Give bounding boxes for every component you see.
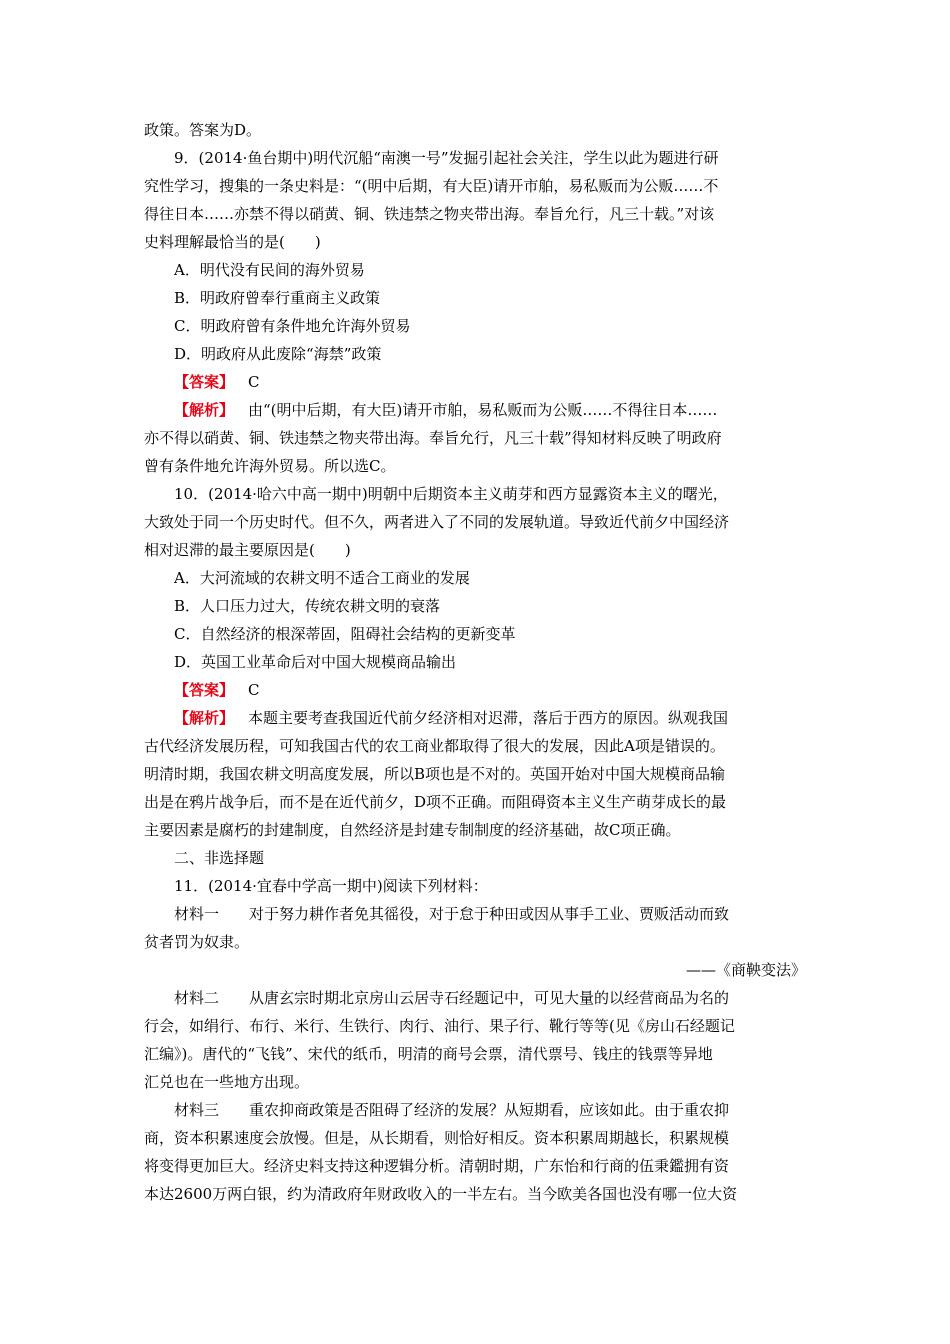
q9-analysis-line-1 bbox=[144, 396, 806, 424]
q10-stem-line-3: 相对迟滞的最主要原因是( ) bbox=[144, 541, 351, 559]
material-1-label: 材料一 bbox=[174, 905, 220, 923]
q11-stem: 11．(2014·宜春中学高一期中)阅读下列材料： bbox=[174, 877, 488, 895]
q11-material-2-line-2: 行会，如绢行、布行、米行、生铁行、肉行、油行、果子行、靴行等等(见《房山石经题记 bbox=[144, 1017, 735, 1035]
material-2-text: 从唐玄宗时期北京房山云居寺石经题记中，可见大量的以经营商品为名的 bbox=[249, 989, 730, 1007]
q11-material-3-line-1 bbox=[144, 1096, 806, 1124]
intro-line: 政策。答案为D。 bbox=[144, 121, 262, 139]
q9-stem-line-3: 得往日本……亦禁不得以硝黄、铜、铁违禁之物夹带出海。奉旨允行，凡三十载。”对该 bbox=[144, 205, 715, 223]
q10-answer-value: C bbox=[248, 681, 260, 699]
q10-option-b: B．人口压力过大，传统农耕文明的衰落 bbox=[174, 597, 441, 615]
q10-option-c: C．自然经济的根深蒂固，阻碍社会结构的更新变革 bbox=[174, 625, 516, 643]
q9-option-b: B．明政府曾奉行重商主义政策 bbox=[174, 289, 381, 307]
q11-material-2-line-3: 汇编》)。唐代的“飞钱”、宋代的纸币，明清的商号会票，清代票号、钱庄的钱票等异地 bbox=[144, 1045, 713, 1063]
section-heading: 二、非选择题 bbox=[174, 849, 265, 867]
q10-analysis-line-1 bbox=[144, 704, 806, 732]
question-9 bbox=[144, 144, 806, 480]
q11-material-1-line-2: 贫者罚为奴隶。 bbox=[144, 933, 250, 951]
q11-material-1-source: ——《商鞅变法》 bbox=[685, 961, 806, 979]
q10-option-d: D．英国工业革命后对中国大规模商品输出 bbox=[174, 653, 457, 671]
q9-answer-value: C bbox=[248, 373, 260, 391]
q9-option-d: D．明政府从此废除“海禁”政策 bbox=[174, 345, 382, 363]
q11-material-3-line-3: 将变得更加巨大。经济史料支持这种逻辑分析。清朝时期，广东怡和行商的伍秉鑑拥有资 bbox=[144, 1157, 730, 1175]
question-10 bbox=[144, 480, 806, 844]
q9-answer bbox=[144, 368, 806, 396]
q10-analysis-text: 本题主要考查我国近代前夕经济相对迟滞，落后于西方的原因。纵观我国 bbox=[248, 709, 729, 727]
q11-material-2-line-1 bbox=[144, 984, 806, 1012]
q10-stem-line-2: 大致处于同一个历史时代。但不久，两者进入了不同的发展轨道。导致近代前夕中国经济 bbox=[144, 513, 730, 531]
q11-material-2-line-4: 汇兑也在一些地方出现。 bbox=[144, 1073, 310, 1091]
material-2-label: 材料二 bbox=[174, 989, 220, 1007]
analysis-tag: 【解析】 bbox=[174, 401, 235, 419]
q9-option-a: A．明代没有民间的海外贸易 bbox=[174, 261, 365, 279]
q10-analysis-line-5: 主要因素是腐朽的封建制度，自然经济是封建专制制度的经济基础，故C项正确。 bbox=[144, 821, 681, 839]
q10-analysis-line-3: 明清时期，我国农耕文明高度发展，所以B项也是不对的。英国开始对中国大规模商品输 bbox=[144, 765, 726, 783]
q9-option-c: C．明政府曾有条件地允许海外贸易 bbox=[174, 317, 411, 335]
q9-stem-line-1: 9．(2014·鱼台期中)明代沉船“南澳一号”发掘引起社会关注，学生以此为题进行研 bbox=[174, 149, 719, 167]
q9-analysis-line-3: 曾有条件地允许海外贸易。所以选C。 bbox=[144, 457, 396, 475]
material-1-text: 对于努力耕作者免其徭役，对于怠于种田或因从事手工业、贾贩活动而致 bbox=[249, 905, 730, 923]
answer-tag: 【答案】 bbox=[174, 681, 235, 699]
material-3-label: 材料三 bbox=[174, 1101, 220, 1119]
q11-material-3-line-4: 本达2600万两白银，约为清政府年财政收入的一半左右。当今欧美各国也没有哪一位大资 bbox=[144, 1185, 738, 1203]
q9-stem-line-2: 究性学习，搜集的一条史料是：“(明中后期，有大臣)请开市舶，易私贩而为公贩……不 bbox=[144, 177, 719, 195]
q9-analysis-text: 由“(明中后期，有大臣)请开市舶，易私贩而为公贩……不得往日本…… bbox=[248, 401, 718, 419]
answer-tag: 【答案】 bbox=[174, 373, 235, 391]
q9-analysis-line-2: 亦不得以硝黄、铜、铁违禁之物夹带出海。奉旨允行，凡三十载”得知材料反映了明政府 bbox=[144, 429, 722, 447]
q9-stem-line-4: 史料理解最恰当的是( ) bbox=[144, 233, 321, 251]
q10-answer bbox=[144, 676, 806, 704]
q10-analysis-line-2: 古代经济发展历程，可知我国古代的农工商业都取得了很大的发展，因此A项是错误的。 bbox=[144, 737, 725, 755]
q10-analysis-line-4: 出是在鸦片战争后，而不是在近代前夕，D项不正确。而阻碍资本主义生产萌芽成长的最 bbox=[144, 793, 727, 811]
q11-material-3-line-2: 商，资本积累速度会放慢。但是，从长期看，则恰好相反。资本积累周期越长，积累规模 bbox=[144, 1129, 730, 1147]
question-11 bbox=[144, 872, 806, 1208]
analysis-tag: 【解析】 bbox=[174, 709, 235, 727]
q10-option-a: A．大河流域的农耕文明不适合工商业的发展 bbox=[174, 569, 470, 587]
material-3-text: 重农抑商政策是否阻碍了经济的发展？从短期看，应该如此。由于重农抑 bbox=[249, 1101, 730, 1119]
document-body bbox=[144, 116, 806, 1208]
q10-stem-line-1: 10．(2014·哈六中高一期中)明朝中后期资本主义萌芽和西方显露资本主义的曙光， bbox=[174, 485, 728, 503]
q11-material-1-line-1 bbox=[144, 900, 806, 928]
